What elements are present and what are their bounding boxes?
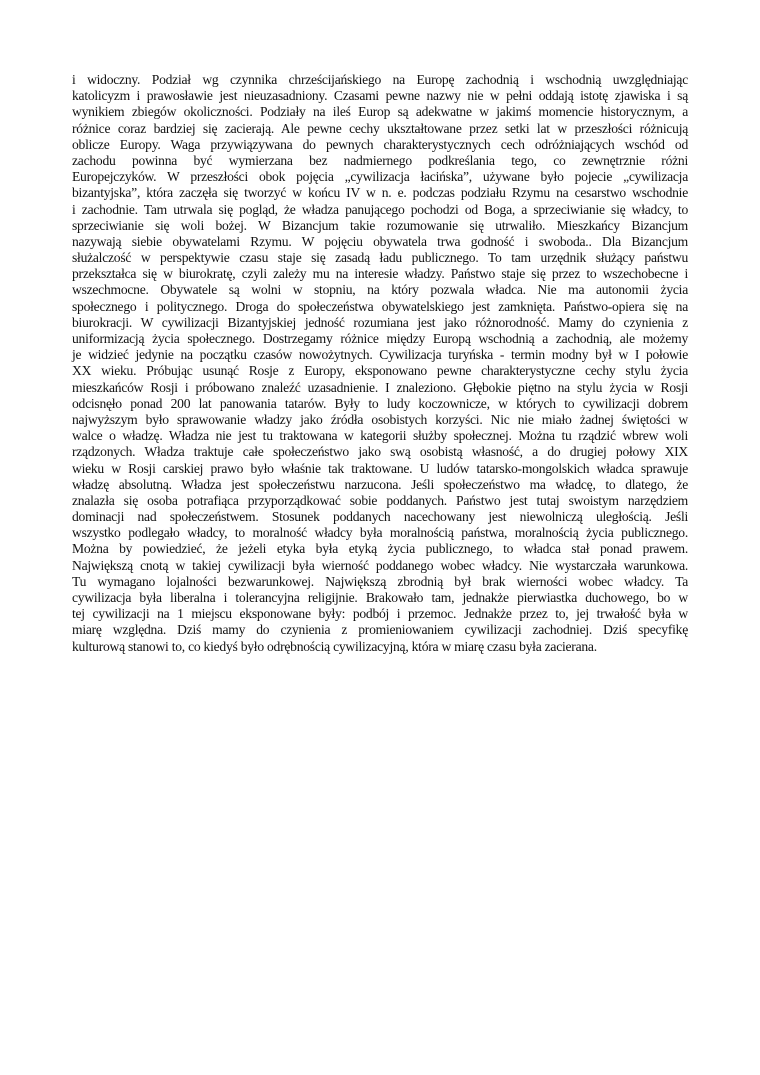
text-line: nazywają siebie obywatelami Rzymu. W pojęciu obywatela trwa godność i swoboda.. Dla Bizancjum xyxy=(72,233,688,249)
text-line: przekształca się w biurokratę, czyli zależy mu na interesie władzy. Państwo staje się przez to wszechobecne i xyxy=(72,266,688,282)
text-line: władzę absolutną. Władza jest społeczeństwu narzucona. Jeśli społeczeństwo ma władcę, to dlatego, że xyxy=(72,476,688,492)
text-line: wynikiem zbiegów okoliczności. Podziały na ileś Europ są adekwatne w jakimś momencie historycznym, a xyxy=(72,104,688,120)
text-line: mieszkańców Rosji i próbowano znaleźć uzasadnienie. I znaleziono. Głębokie piętno na stylu życia w Rosji xyxy=(72,379,688,395)
text-line: rządzonych. Władza traktuje całe społeczeństwo jako swą osobistą własność, a do drugiej połowy XIX xyxy=(72,444,688,460)
text-line: Można by powiedzieć, że jeżeli etyka była etyką życia publicznego, to władca stał ponad prawem. xyxy=(72,541,688,557)
text-line: dominacji nad społeczeństwem. Stosunek poddanych nacechowany jest niewolniczą uległością. Jeśli xyxy=(72,509,688,525)
body-paragraph xyxy=(72,72,688,655)
text-line: Europejczyków. W przeszłości obok pojęcia „cywilizacja łacińska”, używane było pojecie „cywilizacja xyxy=(72,169,688,185)
text-line: sprzeciwianie się woli bożej. W Bizancjum takie rozumowanie się utrwaliło. Mieszkańcy Bizancjum xyxy=(72,217,688,233)
text-line: tej cywilizacji na 1 miejscu eksponowane były: podbój i przemoc. Jednakże przez to, jej trwałość była w xyxy=(72,606,688,622)
text-line: społecznego i politycznego. Droga do społeczeństwa obywatelskiego jest zamknięta. Państwo-opiera się na xyxy=(72,298,688,314)
text-line: najwyższym było sprawowanie władzy jako źródła osobistych korzyści. Nic nie miało żadnej świętości w xyxy=(72,411,688,427)
text-line: Tu wymagano lojalności bezwarunkowej. Największą zbrodnią był brak wierności wobec władcy. Ta xyxy=(72,573,688,589)
text-line: służalczość w perspektywie czasu staje się zasadą ładu publicznego. To tam urzędnik służący państwu xyxy=(72,250,688,266)
text-line: i widoczny. Podział wg czynnika chrześcijańskiego na Europę zachodnią i wschodnią uwzględniając xyxy=(72,72,688,87)
text-line: bizantyjska”, która zaczęła się tworzyć w końcu IV w n. e. podczas podziału Rzymu na cesarstwo wschodnie xyxy=(72,185,688,201)
text-line: katolicyzm i prawosławie jest nieuzasadniony. Czasami pewne nazwy nie w pełni oddają istotę zjawiska i są xyxy=(72,88,688,104)
text-line: i zachodnie. Tam utrwala się pogląd, że władza panującego pochodzi od Boga, a sprzeciwianie się władcy, to xyxy=(72,201,688,217)
text-line: walce o władzę. Władza nie jest tu traktowana w kategorii służby społecznej. Można tu rządzić wbrew woli xyxy=(72,428,688,444)
text-line: różnice coraz bardziej się zacierają. Ale pewne cechy ukształtowane przez setki lat w przeszłości różnicują xyxy=(72,120,688,136)
document-page xyxy=(72,72,688,655)
text-line: cywilizacja była liberalna i tolerancyjna religijnie. Brakowało tam, jednakże pierwiastka duchowego, bo w xyxy=(72,590,688,605)
text-line: biurokracji. W cywilizacji Bizantyjskiej jedność rozumiana jest jako różnorodność. Mamy do czynienia z xyxy=(72,314,688,330)
text-line: wszechmocne. Obywatele są wolni w stopniu, na który pozwala władca. Nie ma autonomii życia xyxy=(72,282,688,298)
text-line: wszystko podlegało władcy, to moralność władcy była moralnością państwa, moralnością życia publicznego. xyxy=(72,525,688,541)
text-line: zachodu powinna być wymierzana bez nadmiernego podkreślania tego, co zewnętrznie różni xyxy=(72,152,688,168)
text-line: kulturową stanowi to, co kiedyś było odrębnością cywilizacyjną, która w miarę czasu była zacierana. xyxy=(72,638,597,654)
text-line: odcisnęło ponad 200 lat panowania tatarów. Były to ludy koczownicze, w których to cywilizacji dobrem xyxy=(72,395,688,411)
text-line: wieku w Rosji carskiej prawo było właśnie tak traktowane. U ludów tatarsko-mongolskich władca sprawuje xyxy=(72,460,688,476)
text-line: znalazła się osoba potrafiąca przyporządkować sobie poddanych. Państwo jest tutaj swoistym narzędziem xyxy=(72,492,688,508)
text-line: uniformizacją życia społecznego. Dostrzegamy różnice między Europą wschodnią a zachodnią, ale możemy xyxy=(72,331,688,346)
text-line: XX wieku. Próbując usunąć Rosje z Europy, eksponowano pewne charakterystyczne cechy stylu życia xyxy=(72,363,688,379)
text-line: Największą cnotą w takiej cywilizacji była wierność poddanego wobec władcy. Nie wystarczała warunkowa. xyxy=(72,557,688,573)
text-line: oblicze Europy. Waga przywiązywana do pewnych charakterystycznych cech odróżniających wschód od xyxy=(72,136,688,152)
text-line: miarę względna. Dziś mamy do czynienia z promieniowaniem cywilizacji zachodniej. Dziś specyfikę xyxy=(72,622,688,638)
text-line: je widzieć jedynie na początku czasów nowożytnych. Cywilizacja turyńska - termin modny był w I połowie xyxy=(72,347,688,363)
